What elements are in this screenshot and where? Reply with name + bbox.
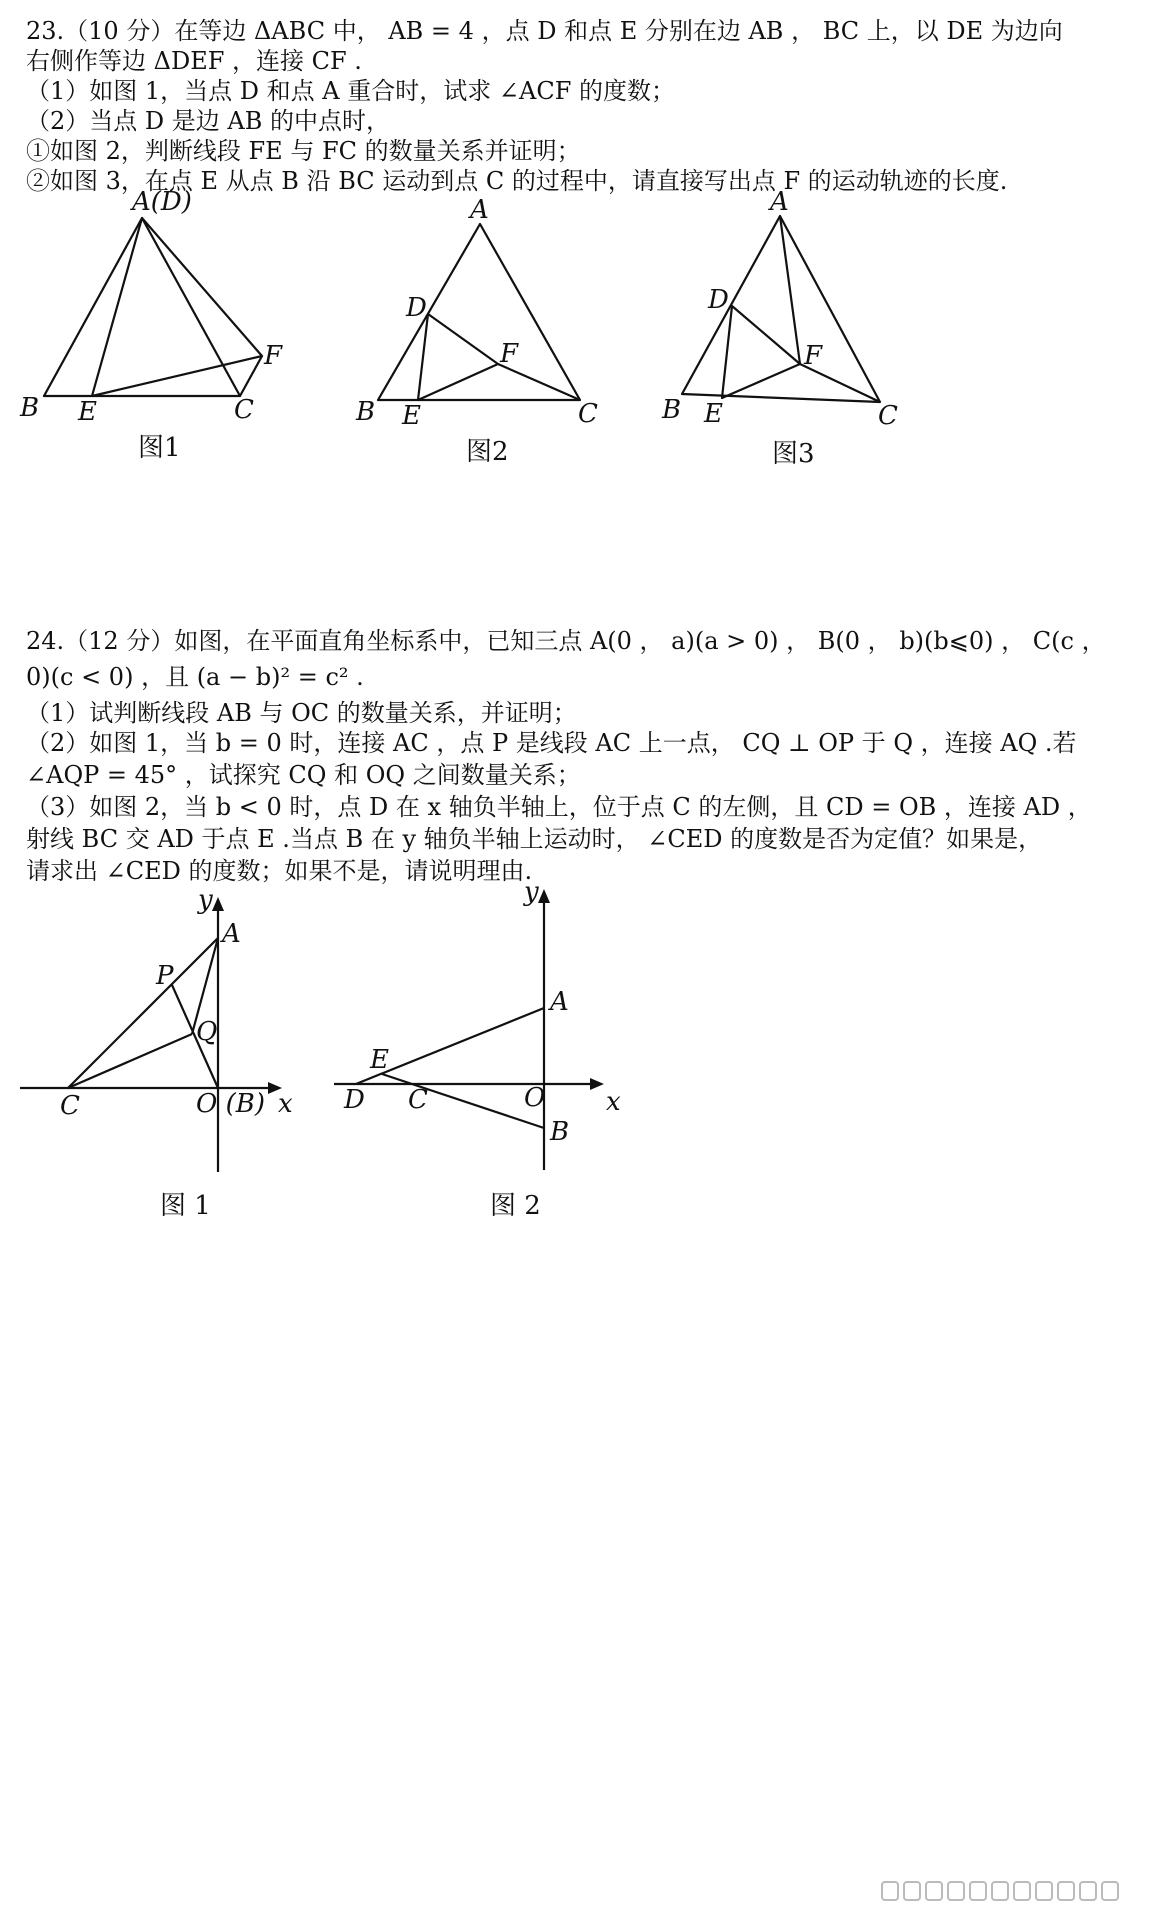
label-a: A [222, 919, 241, 949]
label-o-b: O (B) [196, 1089, 265, 1119]
figure-caption: 图1 [138, 433, 181, 463]
q24-part-2: （2）如图 1，当 b = 0 时，连接 AC ，点 P 是线段 AC 上一点， CQ ⊥ OP 于 Q ，连接 AQ .若 [26, 729, 1077, 757]
label-e: E [78, 397, 97, 427]
label-a: A [550, 987, 569, 1017]
label-c: C [878, 401, 898, 431]
label-f: F [264, 341, 283, 371]
q24-part-3-end: 请求出 ∠CED 的度数；如果不是，请说明理由. [26, 857, 533, 885]
figure-caption: 图2 [466, 437, 509, 467]
label-e: E [402, 401, 421, 431]
label-b: B [662, 395, 682, 425]
x-axis-arrow [590, 1078, 604, 1090]
q23-part-1: （1）如图 1，当点 D 和点 A 重合时，试求 ∠ACF 的度数； [26, 77, 675, 105]
label-e: E [370, 1045, 389, 1075]
q24-line-2: 0)(c < 0) ，且 (a − b)² = c² . [26, 663, 364, 691]
label-f: F [500, 339, 519, 369]
label-d: D [708, 285, 729, 315]
label-c: C [234, 395, 254, 425]
q23-part-2-1: ①如图 2，判断线段 FE 与 FC 的数量关系并证明； [26, 137, 581, 165]
label-c: C [60, 1091, 80, 1121]
q24-part-2-cont: ∠AQP = 45° ，试探究 CQ 和 OQ 之间数量关系； [26, 761, 581, 789]
label-a: A [470, 195, 489, 225]
label-x: x [278, 1089, 293, 1119]
label-o: O [524, 1083, 546, 1113]
y-axis-arrow [538, 889, 550, 903]
q23-part-2: （2）当点 D 是边 AB 的中点时， [26, 107, 390, 135]
label-d: D [406, 293, 427, 323]
label-q: Q [196, 1017, 218, 1047]
ray-bc [382, 1074, 544, 1128]
q24-line-1: 24.（12 分）如图，在平面直角坐标系中，已知三点 A(0 ， a)(a > 0) ， B(0 ， b)(b⩽0) ， C(c ， [26, 627, 1106, 655]
label-y: y [524, 877, 539, 907]
q23-line-2: 右侧作等边 ΔDEF ，连接 CF . [26, 47, 362, 75]
q24-part-3-cont: 射线 BC 交 AD 于点 E .当点 B 在 y 轴负半轴上运动时， ∠CED 的度数是否为定值？如果是， [26, 825, 1043, 853]
label-y: y [198, 885, 213, 915]
label-c: C [578, 399, 598, 429]
q23-part-2-2: ②如图 3，在点 E 从点 B 沿 BC 运动到点 C 的过程中，请直接写出点 F 的运动轨迹的长度. [26, 167, 1008, 195]
q24-part-1: （1）试判断线段 AB 与 OC 的数量关系，并证明； [26, 699, 577, 727]
label-p: P [156, 961, 174, 991]
label-b: B [356, 397, 376, 427]
figure-caption: 图 2 [490, 1191, 541, 1221]
label-x: x [606, 1087, 621, 1117]
q24-part-3: （3）如图 2，当 b < 0 时，点 D 在 x 轴负半轴上，位于点 C 的左侧，且 CD = OB ，连接 AD ， [26, 793, 1092, 821]
figure-caption: 图 1 [160, 1191, 211, 1221]
label-a: A [770, 187, 789, 217]
figure-caption: 图3 [772, 439, 815, 469]
label-f: F [804, 341, 823, 371]
q23-line-1: 23.（10 分）在等边 ΔABC 中， AB = 4 ，点 D 和点 E 分别在边 AB ， BC 上，以 DE 为边向 [26, 17, 1063, 45]
watermark-marks [880, 1878, 1130, 1906]
label-d: D [344, 1085, 365, 1115]
label-c: C [408, 1085, 428, 1115]
label-b: B [20, 393, 40, 423]
label-e: E [704, 399, 723, 429]
label-b: B [550, 1117, 570, 1147]
label-a-d: A(D) [132, 187, 192, 217]
